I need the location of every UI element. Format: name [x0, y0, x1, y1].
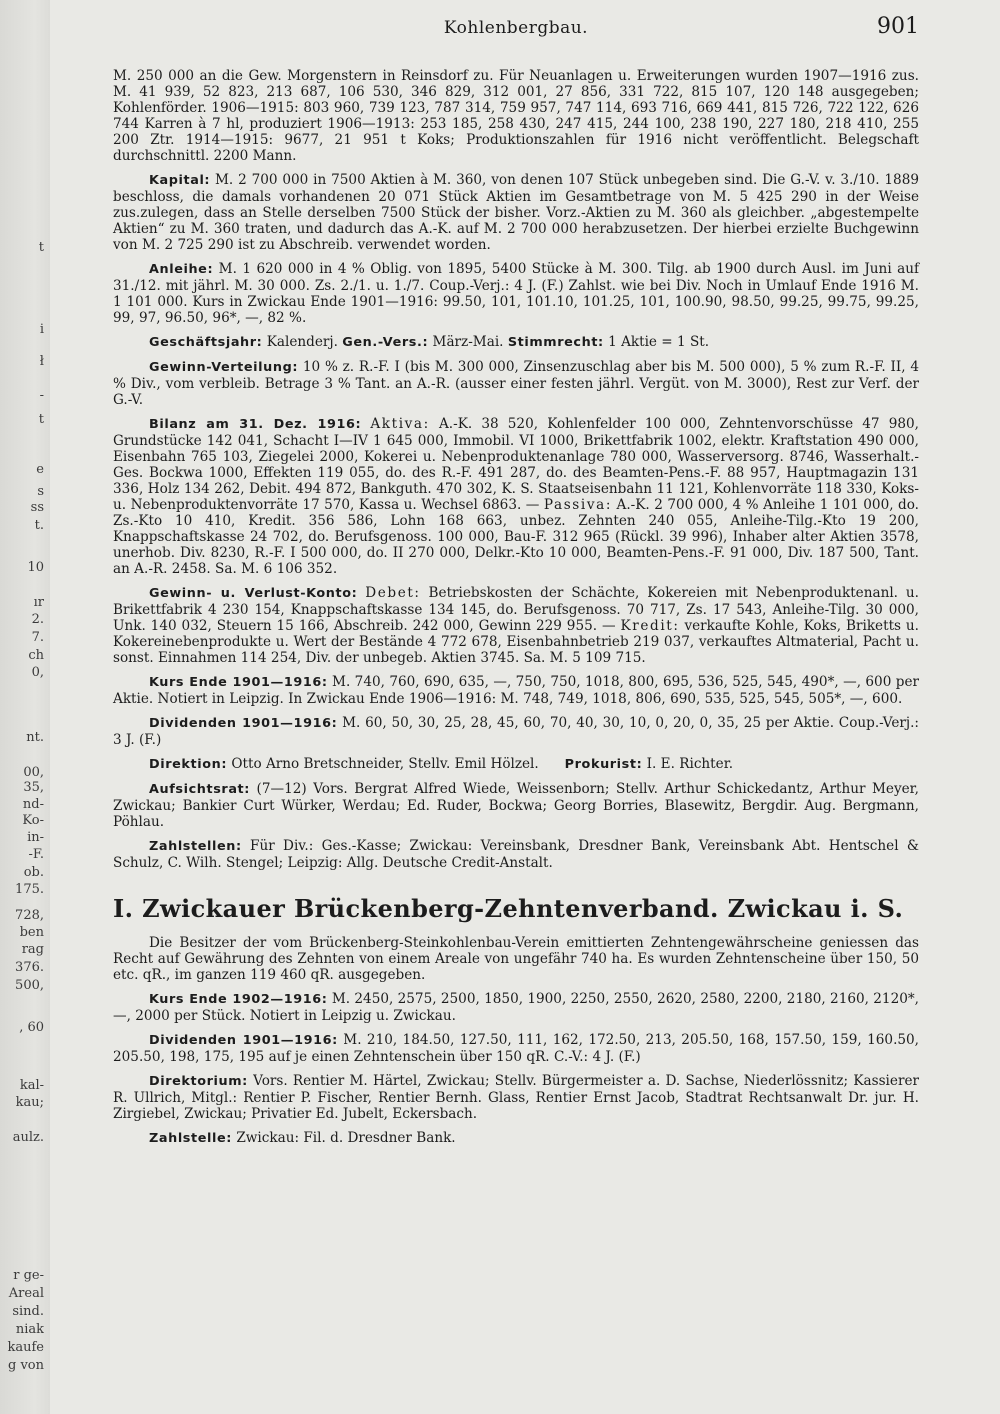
gutter-fragment: ch — [28, 648, 44, 663]
gewinn-verteilung-label: Gewinn-Verteilung: — [149, 360, 299, 375]
gewinn-verteilung-paragraph — [113, 359, 919, 408]
anleihe-paragraph — [113, 261, 919, 326]
section-direktorium-paragraph — [113, 1073, 919, 1122]
debet-text: Betriebskosten der Schächte, Kokereien mit Nebenproduktenanl. u. Brikettfabrik 4 230 154, Knappschaftskasse 134 145, do. Berufsgenoss. 70 717, Zs. 17 543, Anleihe-Tilg. 30 000, Unk. 140 032, Steuern 15 166, Abschreib. 242 000, Gewinn 229 955. — — [113, 585, 919, 634]
gewinn-verlust-paragraph — [113, 585, 919, 666]
section-intro-paragraph: Die Besitzer der vom Brückenberg-Steinkohlenbau-Verein emittierten Zehntengewährscheine geniessen das Recht auf Gewährung des Zehnten von einem Areale von ungefähr 740 ha. Es wurden Zehntenscheine über 150, 50 etc. qR., im ganzen 119 460 qR. ausgegeben. — [113, 935, 919, 983]
section-zahlstelle-text: Zwickau: Fil. d. Dresdner Bank. — [236, 1130, 456, 1146]
gutter-fragment: 175. — [15, 882, 44, 897]
gutter-fragment: 0, — [31, 665, 44, 680]
section-zahlstelle-paragraph — [113, 1130, 919, 1147]
gutter-fragment: ben — [19, 925, 44, 940]
gutter-fragment: 376. — [15, 960, 44, 975]
gen-vers-text: März-Mai. — [432, 334, 504, 350]
kapital-paragraph — [113, 172, 919, 253]
direktion-text: Otto Arno Bretschneider, Stellv. Emil Hölzel. — [231, 756, 539, 772]
direktion-label: Direktion: — [149, 757, 228, 772]
gutter-fragment: Ko- — [22, 813, 44, 828]
dividenden-text: M. 60, 50, 30, 25, 28, 45, 60, 70, 40, 30, 10, 0, 20, 0, 35, 25 per Aktie. Coup.-Verj.: 3 J. (F.) — [113, 715, 919, 748]
gutter-fragment: ır — [33, 595, 44, 610]
zahlstellen-text: Für Div.: Ges.-Kasse; Zwickau: Vereinsbank, Dresdner Bank, Vereinsbank Abt. Hentschel & Schulz, C. Wilh. Stengel; Leipzig: Allg. Deutsche Credit-Anstalt. — [113, 838, 919, 871]
section-direktorium-label: Direktorium: — [149, 1074, 248, 1089]
stimmrecht-text: 1 Aktie = 1 St. — [608, 334, 710, 350]
gutter-fragment: 728, — [15, 908, 44, 923]
gutter-fragment: 35, — [23, 780, 44, 795]
page-number: 901 — [877, 14, 919, 39]
section-kurs-text: M. 2450, 2575, 2500, 1850, 1900, 2250, 2550, 2620, 2580, 2200, 2180, 2160, 2120*, —, 2000 per Stück. Notiert in Leipzig u. Zwickau. — [113, 991, 919, 1024]
kapital-label: Kapital: — [149, 173, 211, 188]
gutter-fragment: t — [38, 240, 44, 255]
gutter-fragment: nt. — [26, 730, 44, 745]
gutter-fragment: ss — [30, 500, 44, 515]
gewinn-verteilung-text: 10 % z. R.-F. I (bis M. 300 000, Zinsenzuschlag aber bis M. 500 000), 5 % zum R.-F. II, 4 % Div., vom verbleib. Betrage 3 % Tant. an A.-R. (ausser einer festen jährl. Vergüt. von M. 3000), Rest zur Verf. der G.-V. — [113, 359, 919, 408]
running-title: Kohlenbergbau. — [443, 18, 589, 38]
prokurist-text: I. E. Richter. — [646, 756, 734, 772]
debet-label: Debet: — [365, 585, 421, 601]
aufsichtsrat-label: Aufsichtsrat: — [149, 782, 250, 797]
gutter-fragment: t — [38, 412, 44, 427]
gutter-fragment: t. — [34, 518, 44, 533]
gewinn-verlust-label: Gewinn- u. Verlust-Konto: — [149, 586, 358, 601]
kurs-label: Kurs Ende 1901—1916: — [149, 675, 328, 690]
geschaeftsjahr-paragraph — [113, 334, 919, 351]
entry-intro-paragraph: M. 250 000 an die Gew. Morgenstern in Reinsdorf zu. Für Neuanlagen u. Erweiterungen wurden 1907—1916 zus. M. 41 939, 52 823, 213 687, 106 530, 346 829, 312 001, 27 856, 331 722, 815 107, 120 148 ausgegeben; Kohlenförder. 1906—1915: 803 960, 739 123, 787 314, 759 957, 747 114, 693 716, 669 441, 815 726, 722 122, 626 744 Karren à 7 hl, produziert 1906—1913: 253 185, 258 430, 247 415, 244 100, 238 190, 227 180, 218 410, 255 200 Ztr. 1914—1915: 9677, 21 951 t Koks; Produktionszahlen für 1916 nicht veröffentlicht. Belegschaft durchschnittl. 2200 Mann. — [113, 68, 919, 164]
section-direktorium-text: Vors. Rentier M. Härtel, Zwickau; Stellv. Bürgermeister a. D. Sachse, Niederlössnitz; Kassierer R. Ullrich, Mitgl.: Rentier P. Fischer, Rentier Bernh. Glass, Rentier Ernst Jacob, Stadtrat Rechtsanwalt Dr. jur. H. Zirgiebel, Zwickau; Privatier Ed. Jubelt, Eckersbach. — [113, 1073, 919, 1122]
gutter-fragment: - — [39, 388, 44, 403]
body-text — [113, 68, 919, 1155]
section-title-location: Zwickau i. S. — [727, 894, 904, 923]
aufsichtsrat-text: (7—12) Vors. Bergrat Alfred Wiede, Weissenborn; Stellv. Arthur Schickedantz, Arthur Meyer, Zwickau; Bankier Curt Würker, Werdau; Ed. Ruder, Bockwa; Georg Borries, Blasewitz, Bergdir. Aug. Bergmann, Pöhlau. — [113, 781, 920, 830]
section-title — [113, 894, 919, 923]
kredit-label: Kredit: — [620, 618, 680, 634]
anleihe-label: Anleihe: — [149, 262, 214, 277]
bilanz-paragraph — [113, 416, 919, 577]
section-kurs-paragraph — [113, 991, 919, 1024]
gutter-fragment: , 60 — [19, 1020, 44, 1035]
direktion-paragraph — [113, 756, 919, 773]
gutter-fragment: -F. — [28, 847, 44, 862]
gutter-fragment: niak — [15, 1322, 44, 1337]
gutter-fragment: r ge- — [13, 1268, 44, 1283]
aufsichtsrat-paragraph — [113, 781, 919, 830]
gutter-fragment: i — [39, 322, 44, 337]
passiva-label: Passiva: — [543, 497, 612, 513]
section-dividenden-label: Dividenden 1901—1916: — [149, 1033, 338, 1048]
left-page-margin — [0, 0, 50, 1414]
prokurist-label: Prokurist: — [564, 757, 643, 772]
page — [113, 0, 919, 1414]
gutter-fragment: in- — [27, 830, 44, 845]
gutter-fragment: sind. — [12, 1304, 44, 1319]
anleihe-text: M. 1 620 000 in 4 % Oblig. von 1895, 5400 Stücke à M. 300. Tilg. ab 1900 durch Ausl. im Juni auf 31./12. mit jährl. M. 30 000. Zs. 2./1. u. 1./7. Coup.-Verj.: 4 J. (F.) Zahlst. wie bei Div. Noch in Umlauf Ende 1916 M. 1 101 000. Kurs in Zwickau Ende 1901—1916: 99.50, 101, 101.10, 101.25, 101, 100.90, 98.50, 99.25, 99.75, 99.25, 99, 97, 96.50, 96*, —, 82 %. — [113, 261, 920, 326]
gutter-fragment: Areal — [8, 1286, 44, 1301]
section-zahlstelle-label: Zahlstelle: — [149, 1131, 232, 1146]
geschaeftsjahr-label: Geschäftsjahr: — [149, 335, 263, 350]
aktiva-text: A.-K. 38 520, Kohlenfelder 100 000, Zehntenvorschüsse 47 980, Grundstücke 142 041, Schacht I—IV 1 645 000, Immobil. VI 1000, Brikettfabrik 1002, elektr. Kraftstation 490 000, Eisenbahn 765 103, Ziegelei 2000, Kokerei u. Nebenproduktenanlage 780 000, Wasserversorg. 8746, Wasserhalt.-Ges. Bockwa 1000, Effekten 119 055, do. des R.-F. 491 287, do. des Beamten-Pens.-F. 88 957, Hauptmagazin 131 336, Holz 134 262, Debit. 494 872, Bankguth. 470 302, K. S. Staatseisenbahn 11 121, Kohlenvorräte 118 330, Koks- u. Nebenproduktenvorräte 17 570, Kassa u. Wechsel 6863. — — [113, 416, 919, 513]
gutter-fragment: s — [37, 484, 44, 499]
kredit-text: verkaufte Kohle, Koks, Briketts u. Kokereinebenprodukte u. Wert der Bestände 4 772 678, Eisenbahnbetrieb 219 037, verkauftes Altmaterial, Pacht u. sonst. Einnahmen 114 254, Div. der unbegeb. Aktien 3745. Sa. M. 5 109 715. — [113, 618, 919, 666]
geschaeftsjahr-text: Kalenderj. — [266, 334, 338, 350]
gutter-fragment: 10 — [27, 560, 44, 575]
gutter-fragment: 7. — [31, 630, 44, 645]
gutter-fragment: ł — [39, 354, 44, 369]
gutter-fragment: 500, — [15, 978, 44, 993]
section-kurs-label: Kurs Ende 1902—1916: — [149, 992, 328, 1007]
gen-vers-label: Gen.-Vers.: — [342, 335, 429, 350]
gutter-fragment: kal- — [19, 1078, 44, 1093]
gutter-fragment: 2. — [31, 612, 44, 627]
section-title-name: I. Zwickauer Brückenberg-Zehntenverband. — [113, 894, 719, 923]
kurs-text: M. 740, 760, 690, 635, —, 750, 750, 1018, 800, 695, 536, 525, 545, 490*, —, 600 per Aktie. Notiert in Leipzig. In Zwickau Ende 1906—1916: M. 748, 749, 1018, 806, 690, 535, 525, 545, 505*, —, 600. — [113, 674, 920, 707]
gutter-fragment: aulz. — [12, 1130, 44, 1145]
stimmrecht-label: Stimmrecht: — [507, 335, 604, 350]
aktiva-label: Aktiva: — [370, 416, 430, 432]
passiva-text: A.-K. 2 700 000, 4 % Anleihe 1 101 000, do. Zs.-Kto 10 410, Kredit. 356 586, Lohn 168 663, unbez. Zehnten 240 055, Anleihe-Tilg.-Kto 19 200, Knappschaftskasse 24 702, do. Berufsgenoss. 100 000, Bau-F. 312 965 (Rückl. 39 996), Inhaber alter Aktien 3578, unerhob. Div. 8230, R.-F. I 500 000, do. II 270 000, Delkr.-Kto 10 000, Beamten-Pens.-F. 91 000, Div. 187 500, Tant. an A.-R. 2458. Sa. M. 6 106 352. — [113, 497, 919, 577]
gutter-fragment: ob. — [23, 865, 44, 880]
gutter-fragment: e — [36, 462, 44, 477]
running-head — [113, 14, 919, 44]
kurs-paragraph — [113, 674, 919, 707]
gutter-fragment: 00, — [23, 765, 44, 780]
zahlstellen-label: Zahlstellen: — [149, 839, 242, 854]
dividenden-label: Dividenden 1901—1916: — [149, 716, 338, 731]
gutter-fragment: kaufe — [7, 1340, 44, 1355]
kapital-text: M. 2 700 000 in 7500 Aktien à M. 360, von denen 107 Stück unbegeben sind. Die G.-V. v. 3./10. 1889 beschloss, die damals vorhandenen 20 071 Stück Aktien im Gesamtbetrage von M. 5 425 290 in der Weise zus.zulegen, dass an Stelle derselben 7500 Stück der bisher. Vorz.-Aktien zu M. 360 als gleichber. „abgestempelte Aktien“ zu M. 360 traten, und dadurch das A.-K. auf M. 2 700 000 herabzusetzen. Der hierbei erzielte Buchgewinn von M. 2 725 290 ist zu Abschreib. verwendet worden. — [113, 172, 920, 253]
section-dividenden-text: M. 210, 184.50, 127.50, 111, 162, 172.50, 213, 205.50, 168, 157.50, 159, 160.50, 205.50, 198, 175, 195 auf je einen Zehntenschein über 150 qR. C.-V.: 4 J. (F.) — [113, 1032, 920, 1065]
dividenden-paragraph — [113, 715, 919, 748]
zahlstellen-paragraph — [113, 838, 919, 871]
bilanz-label: Bilanz am 31. Dez. 1916: — [149, 417, 362, 432]
gutter-fragment: rag — [21, 942, 44, 957]
section-dividenden-paragraph — [113, 1032, 919, 1065]
gutter-fragment: g von — [8, 1358, 44, 1373]
gutter-fragment: nd- — [22, 797, 44, 812]
gutter-fragment: kau; — [15, 1095, 44, 1110]
